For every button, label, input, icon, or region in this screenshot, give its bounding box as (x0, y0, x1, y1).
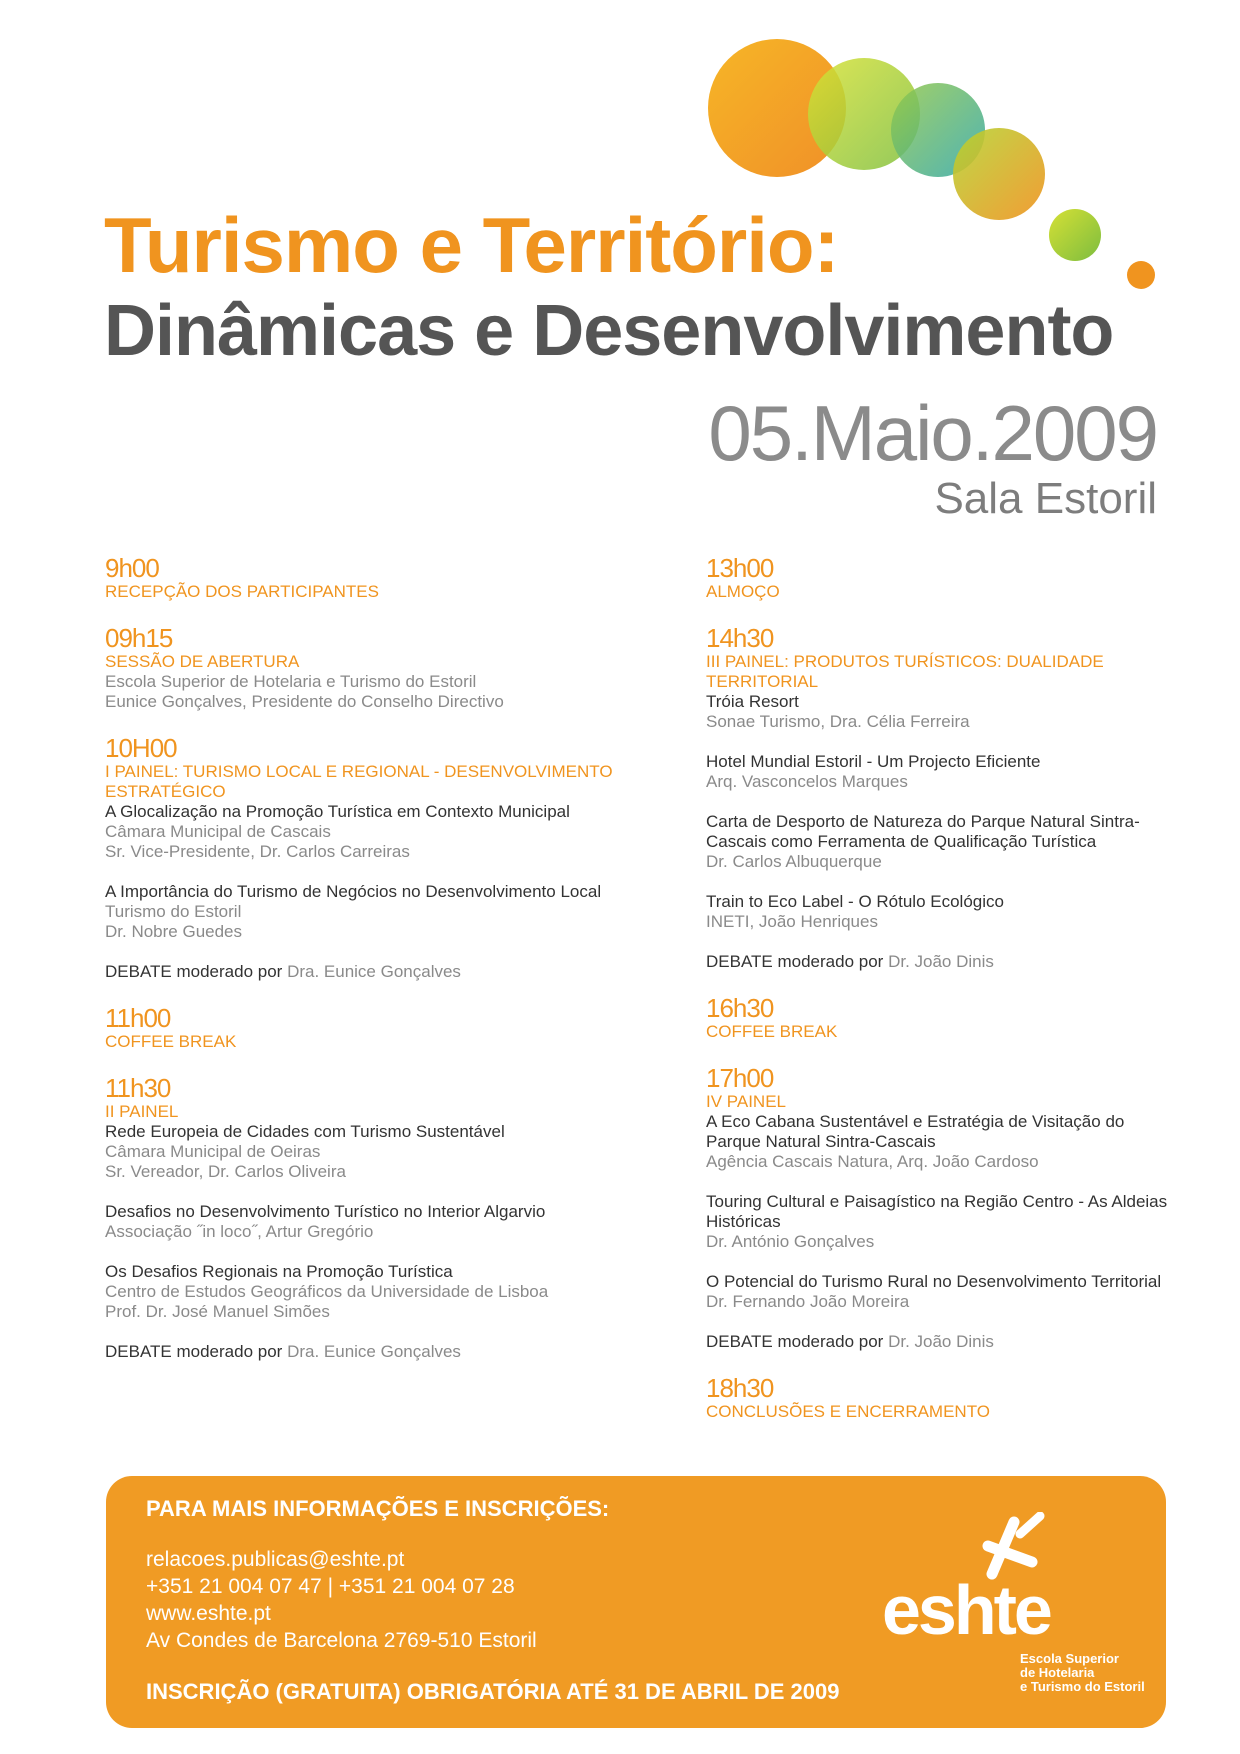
debate-moderated-by: moderado por (171, 1342, 288, 1361)
talk-organization: Associação ˝in loco˝, Artur Gregório (105, 1222, 374, 1241)
logo-tagline-line-2: de Hotelaria (1020, 1665, 1095, 1680)
talk-item (105, 1122, 665, 1182)
talk-organization: Centro de Estudos Geográficos da Universidade de Lisboa (105, 1282, 549, 1301)
talk-organization: Dr. Fernando João Moreira (706, 1292, 910, 1311)
talk-title: A Eco Cabana Sustentável e Estratégia de Visitação do Parque Natural Sintra-Cascais (706, 1112, 1125, 1151)
registration-notice: INSCRIÇÃO (GRATUITA) OBRIGATÓRIA ATÉ 31 DE ABRIL DE 2009 (146, 1679, 840, 1704)
debate-label: DEBATE (706, 1332, 773, 1351)
debate-moderator: Dra. Eunice Gonçalves (287, 1342, 461, 1361)
talk-list (706, 692, 1176, 932)
slot-time: 11h00 (105, 1003, 171, 1033)
schedule-slot (706, 1064, 1176, 1352)
debate-label: DEBATE (706, 952, 773, 971)
schedule-slot (706, 554, 1176, 602)
logo-tagline (1020, 1652, 1145, 1694)
talk-item (706, 1112, 1176, 1172)
circle-orange-medium (953, 128, 1045, 220)
talk-title: Carta de Desporto de Natureza do Parque Natural Sintra-Cascais como Ferramenta de Qualificação Turística (706, 812, 1140, 851)
slot-time: 9h00 (105, 553, 159, 583)
talk-organization: Câmara Municipal de Cascais (105, 822, 331, 841)
info-title: PARA MAIS INFORMAÇÕES E INSCRIÇÕES: (146, 1496, 610, 1521)
talk-item (706, 752, 1176, 792)
talk-title: Rede Europeia de Cidades com Turismo Sustentável (105, 1122, 505, 1141)
logo-wordmark: eshte (882, 1571, 1050, 1649)
talk-item (706, 1192, 1176, 1252)
slot-time: 17h00 (706, 1063, 774, 1093)
schedule-slot (706, 624, 1176, 972)
info-panel (106, 1476, 1166, 1728)
slot-heading: I PAINEL: TURISMO LOCAL E REGIONAL - DESENVOLVIMENTO ESTRATÉGICO (105, 762, 613, 801)
talk-list (105, 1122, 665, 1322)
debate-line (706, 1332, 1176, 1352)
email-link[interactable]: relacoes.publicas@eshte.pt (146, 1548, 405, 1571)
debate-line (706, 952, 1176, 972)
talk-item (706, 892, 1176, 932)
website-link[interactable]: www.eshte.pt (146, 1602, 271, 1625)
slot-heading: RECEPÇÃO DOS PARTICIPANTES (105, 582, 379, 601)
talk-speaker: Sr. Vice-Presidente, Dr. Carlos Carreiras (105, 842, 410, 861)
talk-title: Os Desafios Regionais na Promoção Turística (105, 1262, 453, 1281)
slot-time: 11h30 (105, 1073, 171, 1103)
debate-line (105, 1342, 665, 1362)
talk-list (706, 1112, 1176, 1312)
slot-heading: COFFEE BREAK (105, 1032, 237, 1051)
event-date: 05.Maio.2009 (708, 389, 1157, 477)
talk-organization: Turismo do Estoril (105, 902, 242, 921)
schedule-slot (105, 624, 665, 712)
schedule-slot (105, 734, 665, 982)
talk-item (706, 692, 1176, 732)
logo-tagline-line-1: Escola Superior (1020, 1651, 1119, 1666)
talk-item (706, 812, 1176, 872)
talk-item (105, 1262, 665, 1322)
logo-tagline-line-3: e Turismo do Estoril (1020, 1679, 1145, 1694)
debate-moderated-by: moderado por (772, 952, 889, 971)
schedule-slot (105, 1004, 665, 1052)
phone-numbers: +351 21 004 07 47 | +351 21 004 07 28 (146, 1575, 515, 1598)
schedule-slot (706, 994, 1176, 1042)
talk-speaker: Dr. Nobre Guedes (105, 922, 243, 941)
talk-organization: Câmara Municipal de Oeiras (105, 1142, 321, 1161)
circle-orange-small (1127, 261, 1155, 289)
talk-speaker: Sr. Vereador, Dr. Carlos Oliveira (105, 1162, 346, 1181)
schedule-column-right (706, 554, 1176, 1444)
contact-block (146, 1546, 537, 1654)
slot-heading: II PAINEL (105, 1102, 179, 1121)
debate-moderator: Dr. João Dinis (888, 952, 994, 971)
talk-item (105, 882, 665, 942)
schedule-slot (706, 1374, 1176, 1422)
slot-time: 16h30 (706, 993, 774, 1023)
talk-title: Tróia Resort (706, 692, 799, 711)
slot-heading: IV PAINEL (706, 1092, 786, 1111)
talk-title: Hotel Mundial Estoril - Um Projecto Eficiente (706, 752, 1041, 771)
slot-detail: Escola Superior de Hotelaria e Turismo do Estoril (105, 672, 477, 691)
schedule-column-left (105, 554, 665, 1384)
debate-moderated-by: moderado por (171, 962, 288, 981)
slot-time: 14h30 (706, 623, 774, 653)
talk-item (706, 1272, 1176, 1312)
talk-title: Train to Eco Label - O Rótulo Ecológico (706, 892, 1004, 911)
event-venue: Sala Estoril (934, 474, 1157, 523)
debate-line (105, 962, 665, 982)
talk-speaker: Prof. Dr. José Manuel Simões (105, 1302, 330, 1321)
talk-title: O Potencial do Turismo Rural no Desenvolvimento Territorial (706, 1272, 1162, 1291)
debate-label: DEBATE (105, 962, 172, 981)
title-line-1: Turismo e Território: (104, 201, 839, 289)
slot-time: 10H00 (105, 733, 177, 763)
slot-heading: COFFEE BREAK (706, 1022, 838, 1041)
slot-heading: ALMOÇO (706, 582, 780, 601)
slot-time: 09h15 (105, 623, 173, 653)
slot-heading: SESSÃO DE ABERTURA (105, 652, 300, 671)
talk-organization: Sonae Turismo, Dra. Célia Ferreira (706, 712, 970, 731)
talk-title: A Glocalização na Promoção Turística em Contexto Municipal (105, 802, 570, 821)
slot-heading: CONCLUSÕES E ENCERRAMENTO (706, 1402, 991, 1421)
title-line-2: Dinâmicas e Desenvolvimento (104, 291, 1114, 371)
slot-heading: III PAINEL: PRODUTOS TURÍSTICOS: DUALIDADE TERRITORIAL (706, 652, 1104, 691)
schedule-slot (105, 1074, 665, 1362)
debate-moderator: Dr. João Dinis (888, 1332, 994, 1351)
eshte-logo (882, 1512, 1152, 1702)
slot-time: 18h30 (706, 1373, 774, 1403)
talk-organization: Dr. António Gonçalves (706, 1232, 875, 1251)
debate-moderator: Dra. Eunice Gonçalves (287, 962, 461, 981)
debate-moderated-by: moderado por (772, 1332, 889, 1351)
talk-organization: Agência Cascais Natura, Arq. João Cardoso (706, 1152, 1039, 1171)
talk-organization: INETI, João Henriques (706, 912, 878, 931)
talk-title: Touring Cultural e Paisagístico na Região Centro - As Aldeias Históricas (706, 1192, 1168, 1231)
circle-green-small (1049, 209, 1101, 261)
slot-time: 13h00 (706, 553, 774, 583)
talk-item (105, 802, 665, 862)
talk-title: Desafios no Desenvolvimento Turístico no Interior Algarvio (105, 1202, 546, 1221)
schedule-slot (105, 554, 665, 602)
talk-organization: Dr. Carlos Albuquerque (706, 852, 882, 871)
talk-title: A Importância do Turismo de Negócios no Desenvolvimento Local (105, 882, 602, 901)
talk-item (105, 1202, 665, 1242)
slot-detail: Eunice Gonçalves, Presidente do Conselho Directivo (105, 692, 504, 711)
talk-list (105, 802, 665, 942)
debate-label: DEBATE (105, 1342, 172, 1361)
talk-organization: Arq. Vasconcelos Marques (706, 772, 908, 791)
address: Av Condes de Barcelona 2769-510 Estoril (146, 1629, 537, 1652)
